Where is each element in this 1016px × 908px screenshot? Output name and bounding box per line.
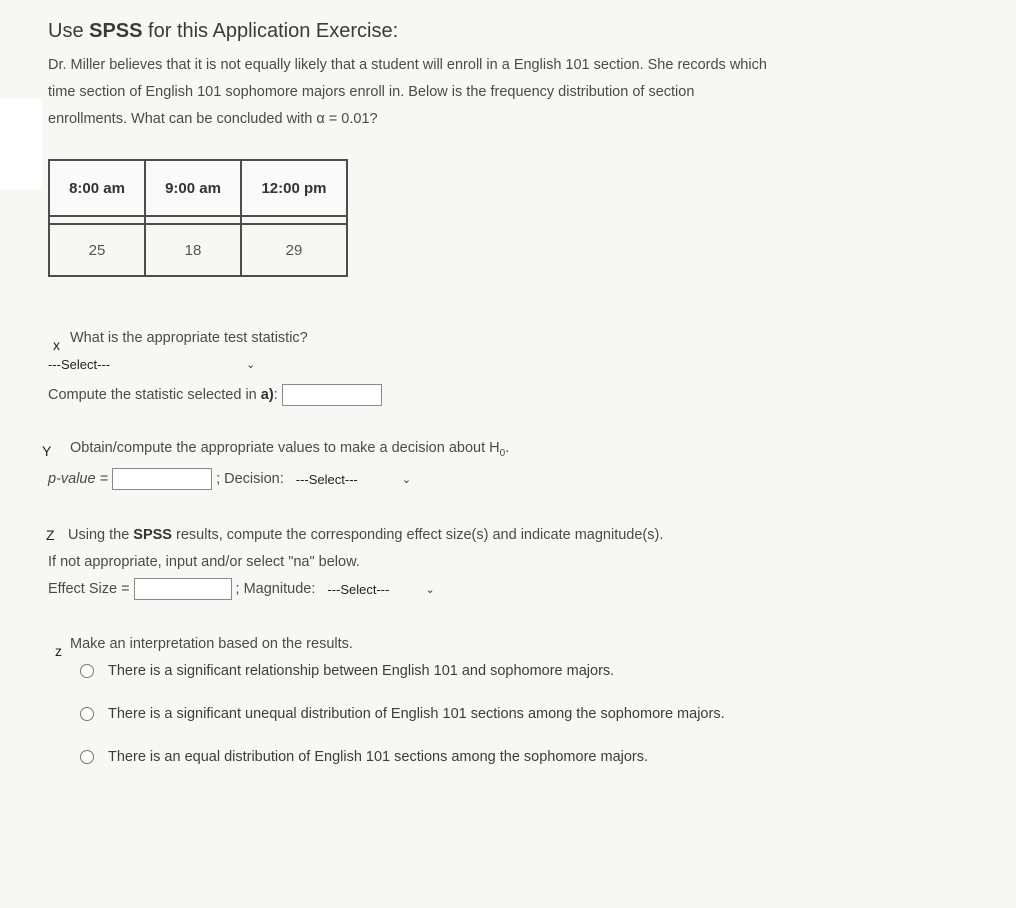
question-c-instructions: If not appropriate, input and/or select "na" below. <box>48 554 360 570</box>
effect-size-row <box>48 578 435 600</box>
interpretation-option-3[interactable] <box>80 749 648 765</box>
table-header-row <box>49 160 347 216</box>
intro-line: Dr. Miller believes that it is not equally likely that a student will enroll in a English 101 section. She records which <box>48 57 767 73</box>
table-spacer-row <box>49 216 347 224</box>
decision-select[interactable] <box>296 472 411 487</box>
select-value: ---Select--- <box>48 357 111 372</box>
option-label: There is an equal distribution of English 101 sections among the sophomore majors. <box>108 749 649 765</box>
table-row <box>49 224 347 276</box>
radio-button[interactable] <box>80 707 94 721</box>
magnitude-label: ; Magnitude: <box>235 581 316 597</box>
question-b-text: Obtain/compute the appropriate values to make a decision about $H_0$. <box>70 440 510 459</box>
test-statistic-select[interactable] <box>48 357 255 372</box>
pvalue-label: p-value = <box>48 471 109 487</box>
table-header-cell: 9:00 am <box>145 160 241 216</box>
interpretation-option-2[interactable] <box>80 706 725 722</box>
page-title: Use SPSS for this Application Exercise: <box>48 20 399 42</box>
question-c-text: Using the SPSS results, compute the corresponding effect size(s) and indicate magnitude(s). <box>68 527 664 543</box>
frequency-table <box>48 159 348 277</box>
question-a-text: What is the appropriate test statistic? <box>70 330 308 346</box>
select-value: ---Select--- <box>295 471 358 487</box>
question-marker-x: x <box>53 337 60 353</box>
radio-button[interactable] <box>80 750 94 764</box>
effect-size-label: Effect Size = <box>48 581 130 597</box>
question-d-text: Make an interpretation based on the results. <box>70 636 353 652</box>
table-header-cell: 8:00 am <box>49 160 145 216</box>
magnitude-select[interactable] <box>327 582 434 597</box>
question-marker-z-lower: z <box>55 643 62 659</box>
chevron-down-icon: ⌄ <box>425 583 435 596</box>
table-cell: 29 <box>241 224 347 276</box>
radio-button[interactable] <box>80 664 94 678</box>
question-marker-y: Y <box>42 443 52 459</box>
compute-statistic-row: Compute the statistic selected in a): <box>48 384 382 406</box>
table-header-cell: 12:00 pm <box>241 160 347 216</box>
effect-size-input[interactable] <box>134 578 232 600</box>
problem-statement <box>48 52 988 133</box>
chevron-down-icon: ⌄ <box>401 473 412 486</box>
pvalue-input[interactable] <box>112 468 212 490</box>
intro-line: time section of English 101 sophomore majors enroll in. Below is the frequency distribution of section <box>48 84 695 100</box>
intro-line: enrollments. What can be concluded with α = 0.01? <box>48 111 378 127</box>
select-value: ---Select--- <box>327 581 390 597</box>
decision-label: ; Decision: <box>216 471 284 487</box>
table-cell: 18 <box>145 224 241 276</box>
option-label: There is a significant unequal distribution of English 101 sections among the sophomore majors. <box>108 706 725 722</box>
white-patch <box>0 98 42 190</box>
interpretation-option-1[interactable] <box>80 663 614 679</box>
table-cell: 25 <box>49 224 145 276</box>
question-marker-z: Z <box>46 527 55 543</box>
option-label: There is a significant relationship between English 101 and sophomore majors. <box>108 663 615 679</box>
statistic-input[interactable] <box>282 384 382 406</box>
pvalue-row <box>48 468 411 490</box>
chevron-down-icon: ⌄ <box>246 359 256 371</box>
